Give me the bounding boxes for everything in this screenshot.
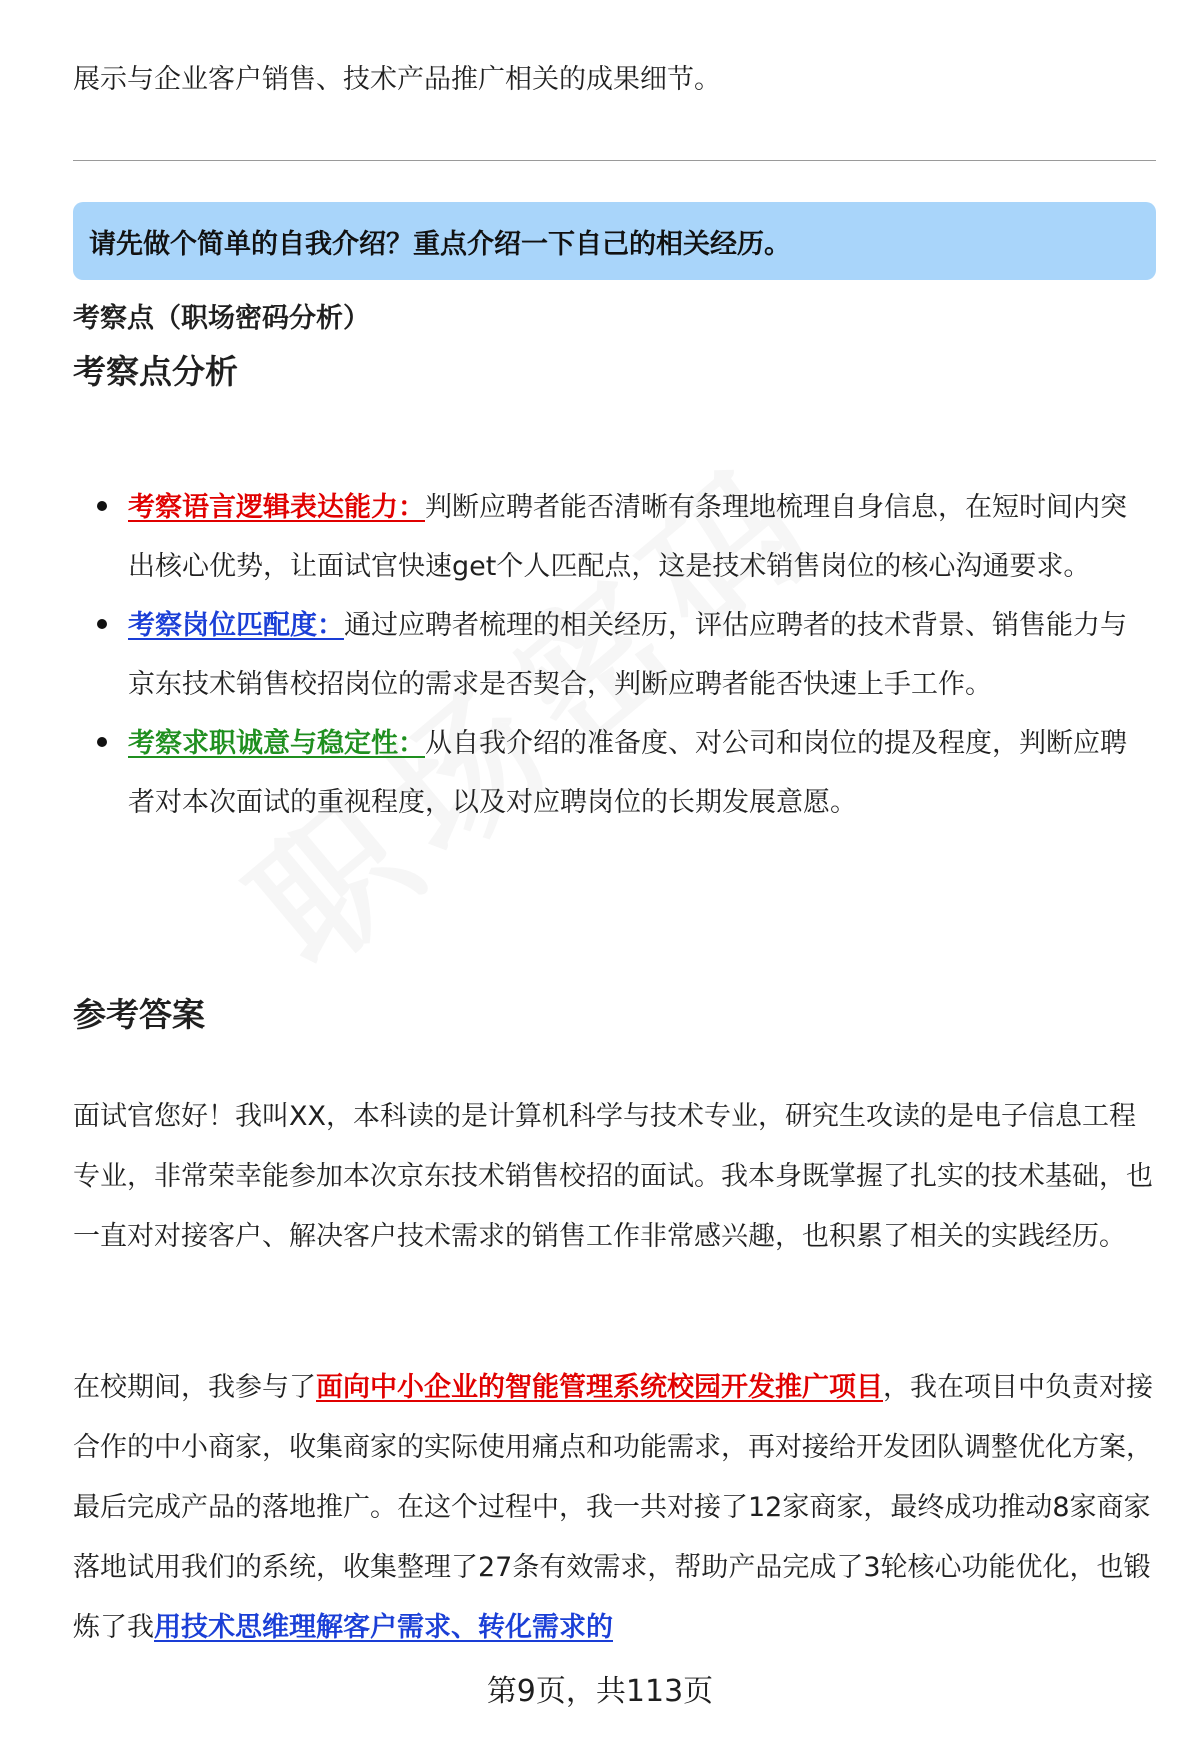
highlight-skill: 用技术思维理解客户需求、转化需求的 [154, 1612, 613, 1643]
horizontal-divider [73, 160, 1156, 161]
bullet-item [0, 596, 1200, 714]
bullet-keyword: 考察语言逻辑表达能力： [128, 492, 425, 523]
analysis-bullet-list [0, 478, 1200, 832]
bullet-item [0, 714, 1200, 832]
bullet-text: 判断应聘者能否清晰有条理地梳理自身信息，在短时间内突出核心优势，让面试官快速get个人匹配点，这是技术销售岗位的核心沟通要求。 [128, 492, 1127, 582]
bullet-text: 通过应聘者梳理的相关经历，评估应聘者的技术背景、销售能力与京东技术销售校招岗位的需求是否契合，判断应聘者能否快速上手工作。 [128, 610, 1127, 700]
bullet-dot-icon [97, 501, 107, 511]
bullet-keyword: 考察求职诚意与稳定性： [128, 728, 425, 759]
section-heading-analysis: 考察点分析 [73, 352, 238, 391]
question-text: 请先做个简单的自我介绍？重点介绍一下自己的相关经历。 [89, 228, 791, 260]
subtitle: 考察点（职场密码分析） [73, 303, 370, 334]
bullet-item [0, 478, 1200, 596]
bullet-keyword: 考察岗位匹配度： [128, 610, 344, 641]
question-banner [73, 202, 1156, 280]
intro-line: 展示与企业客户销售、技术产品推广相关的成果细节。 [73, 64, 721, 95]
bullet-text: 从自我介绍的准备度、对公司和岗位的提及程度，判断应聘者对本次面试的重视程度，以及对应聘岗位的长期发展意愿。 [128, 728, 1127, 818]
bullet-dot-icon [97, 737, 107, 747]
page-footer: 第9页，共113页 [486, 1674, 714, 1709]
bullet-dot-icon [97, 619, 107, 629]
answer-paragraph-1: 面试官您好！我叫XX，本科读的是计算机科学与技术专业，研究生攻读的是电子信息工程专业，非常荣幸能参加本次京东技术销售校招的面试。我本身既掌握了扎实的技术基础，也一直对对接客户、解决客户技术需求的销售工作非常感兴趣，也积累了相关的实践经历。 [73, 1101, 1153, 1252]
section-heading-answer: 参考答案 [73, 995, 205, 1034]
highlight-project: 面向中小企业的智能管理系统校园开发推广项目 [316, 1372, 883, 1403]
answer-paragraph-2: 在校期间，我参与了面向中小企业的智能管理系统校园开发推广项目，我在项目中负责对接合作的中小商家，收集商家的实际使用痛点和功能需求，再对接给开发团队调整优化方案，最后完成产品的落地推广。在这个过程中，我一共对接了12家商家，最终成功推动8家商家落地试用我们的系统，收集整理了27条有效需求，帮助产品完成了3轮核心功能优化，也锻炼了我用技术思维理解客户需求、转化需求的 [73, 1372, 1153, 1643]
